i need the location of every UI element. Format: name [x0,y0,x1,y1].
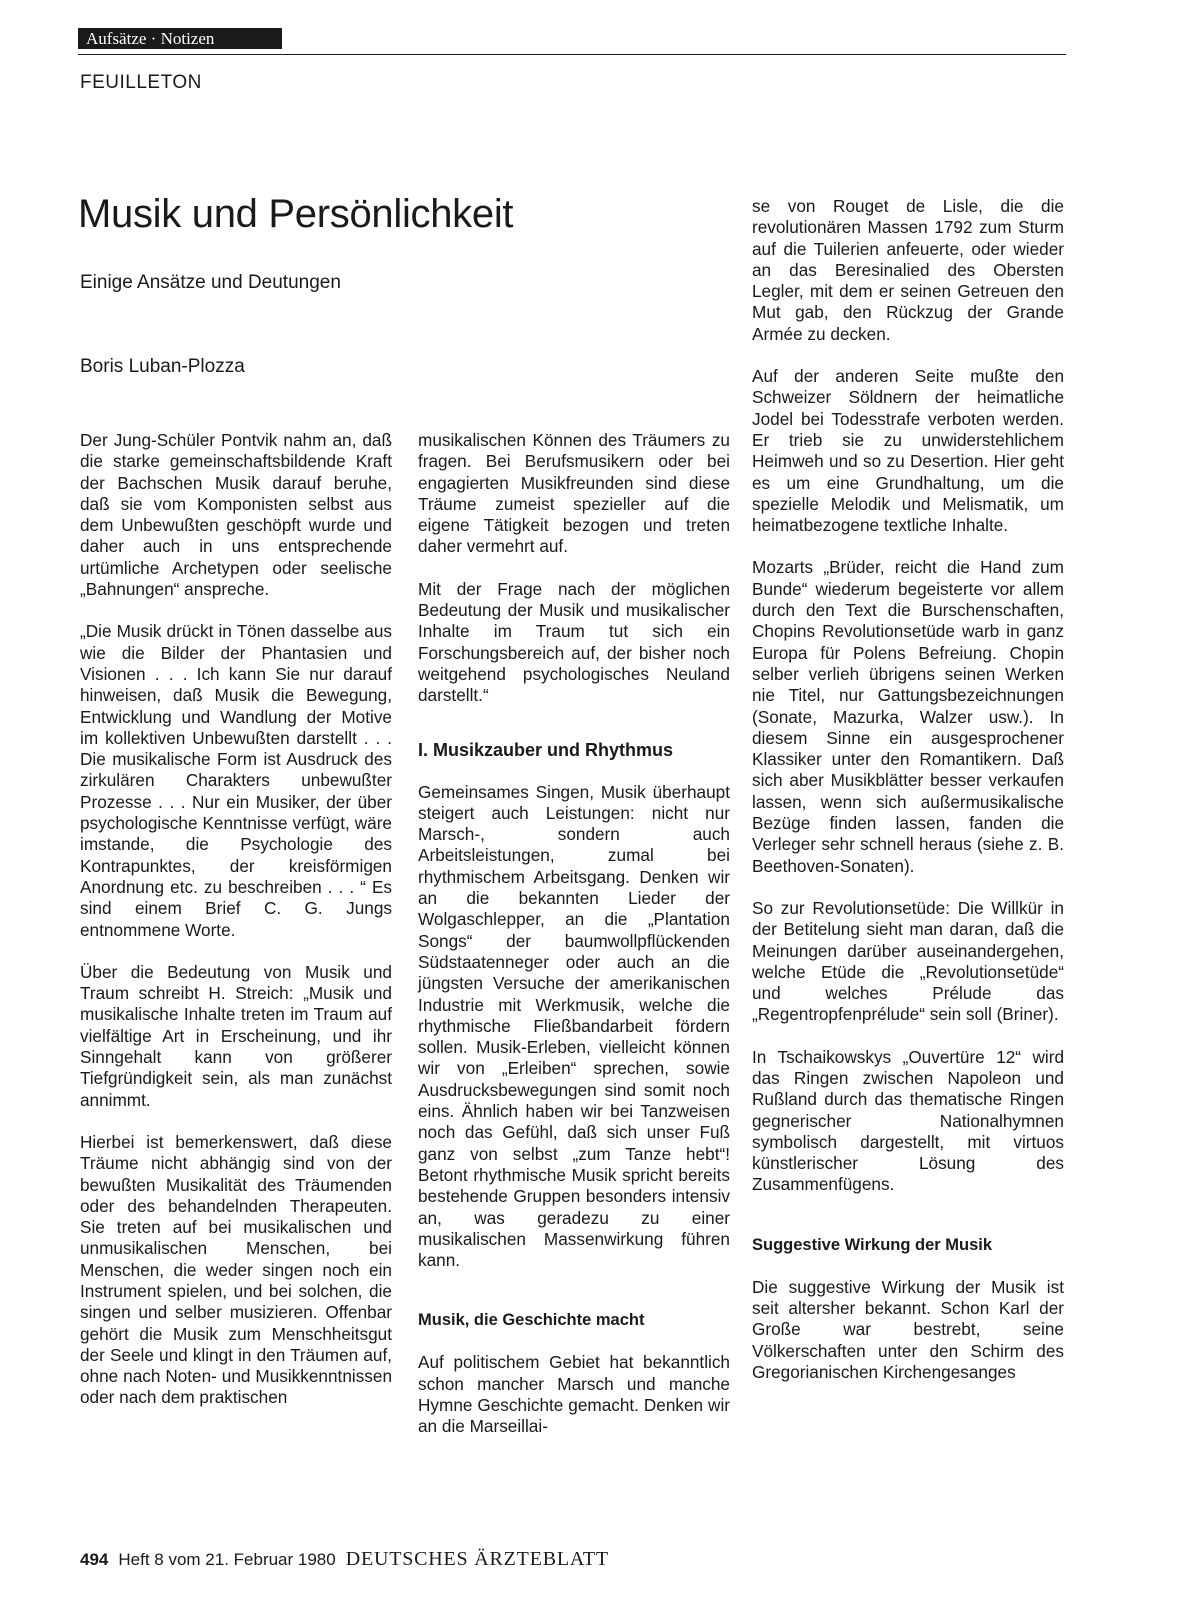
text-column-3 [752,196,1064,1404]
paragraph: Über die Bedeutung von Musik und Traum schreibt H. Streich: „Musik und musikalische Inhalte treten im Traum auf vielfältige Art in Erscheinung, und ihr Sinngehalt kann von größerer Tiefgründigkeit sein, als man zunächst annimmt. [80,961,392,1110]
section-heading: I. Musikzauber und Rhythmus [418,739,674,760]
paragraph: „Die Musik drückt in Tönen dasselbe aus wie die Bilder der Phantasien und Visionen . . . Ich kann Sie nur darauf hinweisen, daß Musik die Bewegung, Entwicklung und Wandlung der Motive im kollektiven Unbewußten darstellt . . . Die musikalische Form ist Ausdruck des zirkulären Charakters unbewußter Prozesse . . . Nur ein Musiker, der über psychologische Kenntnisse verfügt, wäre imstande, die Psychologie des Kontrapunktes, der kreisförmigen Anordnung etc. zu beschreiben . . . “ Es sind einem Brief C. G. Jungs entnommene Worte. [80,621,392,940]
issue-info: Heft 8 vom 21. Februar 1980 [118,1550,336,1569]
article-title: Musik und Persönlichkeit [78,192,514,236]
page-footer [80,1548,609,1571]
paragraph: musikalischen Können des Träumers zu fragen. Bei Berufsmusikern oder bei engagierten Musikfreunden sind diese Träume zumeist spezieller auf die eigene Tätigkeit bezogen und treten daher vermehrt auf. [418,430,730,557]
journal-name: DEUTSCHES ÄRZTEBLATT [345,1548,609,1570]
paragraph: Hierbei ist bemerkenswert, daß diese Träume nicht abhängig sind von der bewußten Musikalität des Träumenden oder des behandelnden Therapeuten. Sie treten auf bei musikalischen und unmusikalischen Menschen, bei Menschen, die weder singen noch ein Instrument spielen, und bei solchen, die singen und selber musizieren. Offenbar gehört die Musik zum Menschheitsgut der Seele und klingt in den Träumen auf, ohne nach Noten- und Musikkenntnissen oder nach dem praktischen [80,1131,392,1408]
paragraph: Die suggestive Wirkung der Musik ist seit altersher bekannt. Schon Karl der Große war bestrebt, seine Völkerschaften unter den Schirm des Gregorianischen Kirchengesanges [752,1276,1064,1382]
paragraph: Auf der anderen Seite mußte den Schweizer Söldnern der heimatliche Jodel bei Todesstrafe verboten werden. Er trieb sie zu unwiderstehlichem Heimweh und so zu Desertion. Hier geht es um eine Grundhaltung, um die spezielle Melodik und Melismatik, um heimatbezogene textliche Inhalte. [752,366,1064,536]
text-column-2 [418,430,730,1459]
text-column-1 [80,430,392,1430]
article-subtitle: Einige Ansätze und Deutungen [80,272,341,293]
paragraph: Auf politischem Gebiet hat bekanntlich schon mancher Marsch und manche Hymne Geschichte gemacht. Denken wir an die Marseillai- [418,1352,730,1437]
subsection-heading: Musik, die Geschichte macht [418,1311,645,1330]
paragraph: Mit der Frage nach der möglichen Bedeutung der Musik und musikalischer Inhalte im Traum tut sich ein Forschungsbereich auf, der bisher noch weitgehend psychologisches Neuland darstellt.“ [418,578,730,706]
paragraph: Mozarts „Brüder, reicht die Hand zum Bunde“ wiederum begeisterte vor allem durch den Text die Burschenschaften, Chopins Revolutionsetüde warb in ganz Europa für Polens Befreiung. Chopin selber verlieh übrigens seinen Werken nie Titel, nur Gattungsbezeichnungen (Sonate, Mazurka, Walzer usw.). In diesem Sinne ein ausgesprochener Klassiker unter den Romantikern. Daß sich aber Musikblätter besser verkaufen lassen, wenn sich außermusikalische Bezüge finden lassen, fanden die Verleger sehr schnell heraus (siehe z. B. Beethoven-Sonaten). [752,557,1064,876]
paragraph: So zur Revolutionsetüde: Die Willkür in der Betitelung sieht man daran, daß die Meinungen darüber auseinandergehen, welche Etüde die „Revolutionsetüde“ und welches Prélude das „Regentropfenprélude“ sein soll (Briner). [752,897,1064,1025]
paragraph: In Tschaikowskys „Ouvertüre 12“ wird das Ringen zwischen Napoleon und Rußland durch das thematische Ringen gegnerischer Nationalhymnen symbolisch dargestellt, mit virtuos künstlerischer Lösung des Zusammenfügens. [752,1046,1064,1195]
header-rule [78,54,1066,55]
article-author: Boris Luban-Plozza [80,356,245,377]
section-banner: Aufsätze · Notizen [78,28,282,49]
page-number: 494 [80,1550,109,1569]
rubric-label: FEUILLETON [80,72,202,93]
paragraph: Gemeinsames Singen, Musik überhaupt steigert auch Leistungen: nicht nur Marsch-, sondern auch Arbeitsleistungen, zumal bei rhythmischem Arbeitsgang. Denken wir an die bekannten Lieder der Wolgaschlepper, an die „Plantation Songs“ der baumwollpflückenden Südstaatenneger oder auch an die jüngsten Versuche der amerikanischen Industrie mit Werkmusik, welche die rhythmische Fließbandarbeit fördern sollen. Musik-Erleben, vielleicht können wir von „Erleiben“ sprechen, sowie Ausdrucksbewegungen sind somit noch eins. Ähnlich haben wir bei Tanzweisen noch das Gefühl, daß sich unser Fuß ganz von selbst „zum Tanze hebt“! Betont rhythmische Musik spricht bereits bestehende Gruppen besonders intensiv an, was geradezu zu einer musikalischen Massenwirkung führen kann. [418,781,730,1271]
paragraph: se von Rouget de Lisle, die die revolutionären Massen 1792 zum Sturm auf die Tuilerien anfeuerte, oder wieder an das Beresinalied des Obersten Legler, mit dem er seinen Getreuen den Mut gab, den Rückzug der Grande Armée zu decken. [752,196,1064,344]
paragraph: Der Jung-Schüler Pontvik nahm an, daß die starke gemeinschaftsbildende Kraft der Bachschen Musik darauf beruhe, daß sie vom Komponisten selbst aus dem Unbewußten geschöpft wurde und daher auch in uns entsprechende urtümliche Archetypen oder seelische „Bahnungen“ anspreche. [80,430,392,600]
subsection-heading: Suggestive Wirkung der Musik [752,1235,993,1254]
